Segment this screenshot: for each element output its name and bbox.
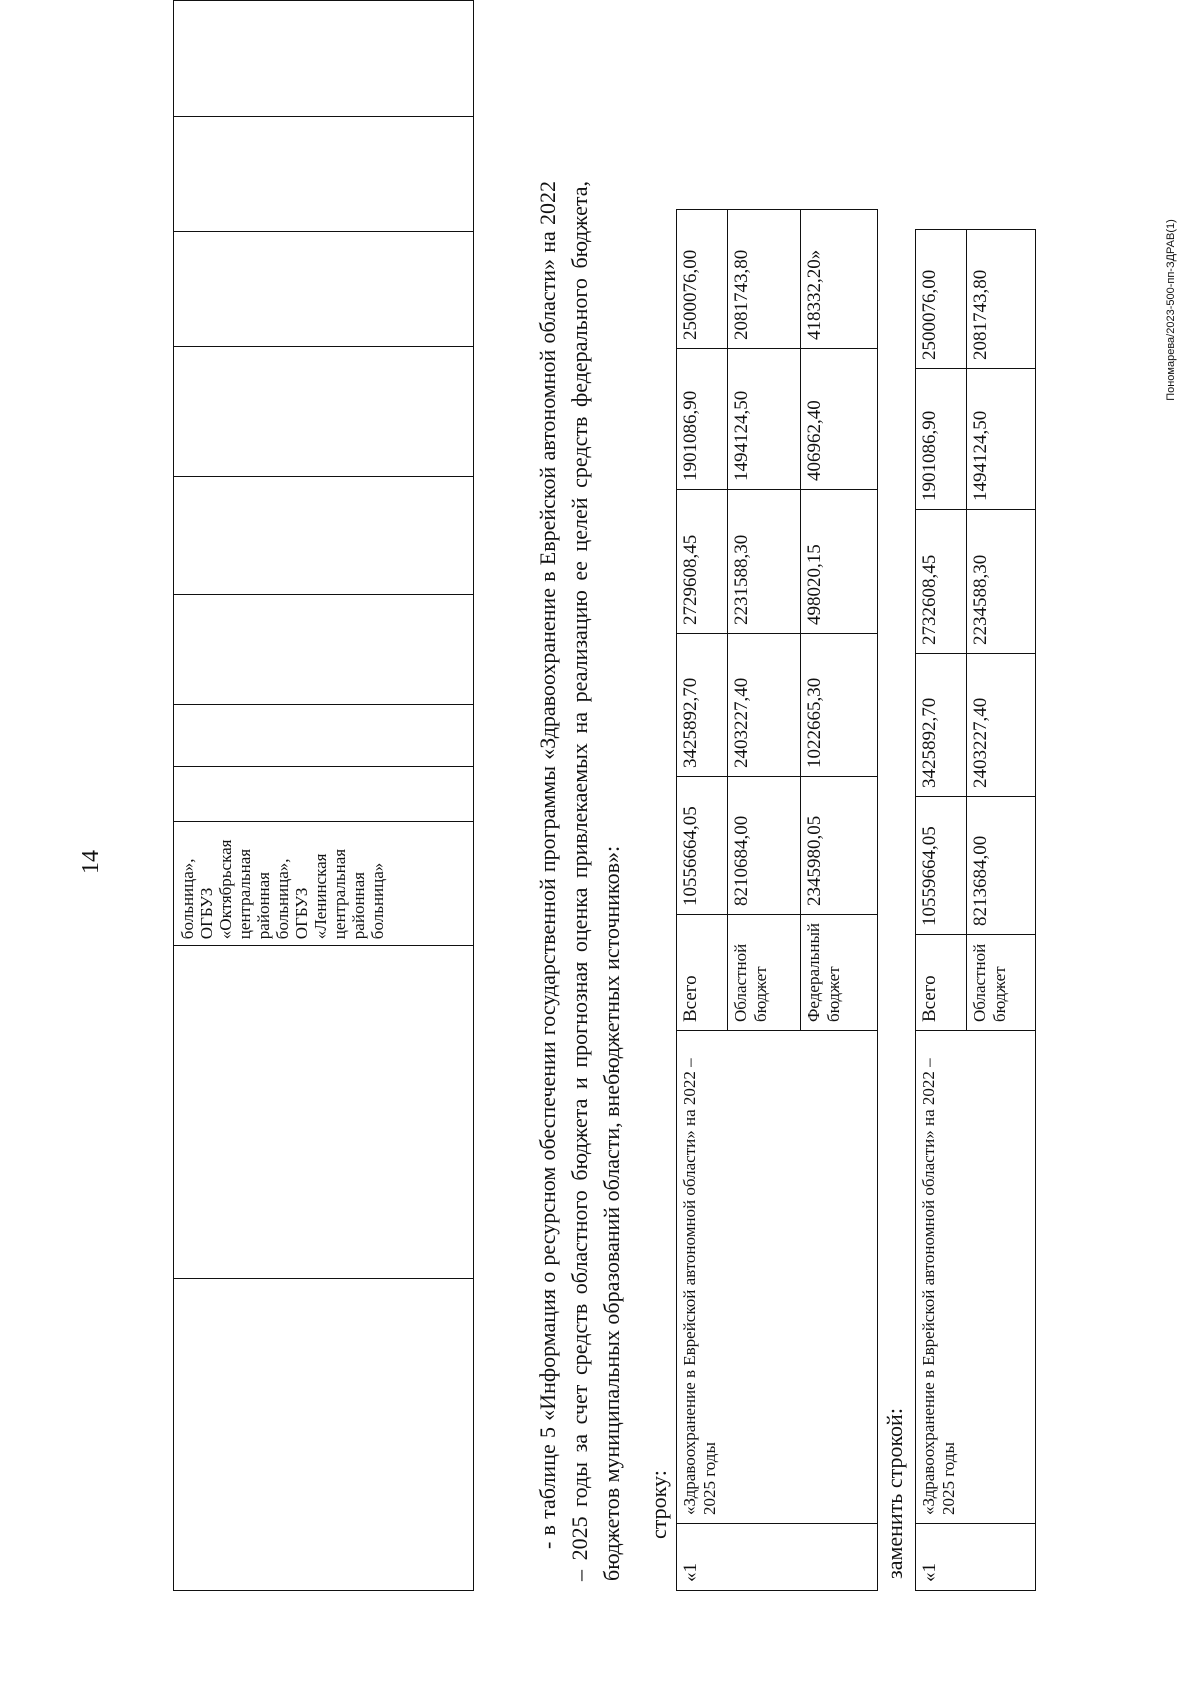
value-cell: 2231588,30 [728, 490, 801, 634]
continued-table [173, 0, 474, 1591]
table-cell-empty [174, 476, 474, 594]
source-cell: Всего [677, 915, 728, 1031]
table-cell-empty [174, 594, 474, 704]
program-cell: «Здравоохранение в Еврейской автономной области» на 2022 – 2025 годы [916, 1031, 1036, 1524]
value-cell: 1901086,90 [677, 349, 728, 490]
source-cell: Федеральный бюджет [801, 915, 878, 1031]
amendment-paragraph [532, 181, 628, 1581]
value-cell: 8213684,00 [967, 797, 1036, 935]
value-cell: 2081743,80 [728, 210, 801, 349]
table-cell-empty [174, 766, 474, 821]
value-cell: 2403227,40 [967, 654, 1036, 797]
value-cell: 2500076,00 [677, 210, 728, 349]
table-cell-empty [174, 232, 474, 347]
value-cell: 406962,40 [801, 349, 878, 490]
row-number-cell: «1 [677, 1524, 878, 1591]
table-cell-empty [174, 946, 474, 1279]
table-cell-empty [174, 117, 474, 232]
value-cell: 2345980,05 [801, 777, 878, 915]
label-row: строку: [646, 1470, 671, 1539]
value-cell: 1494124,50 [728, 349, 801, 490]
table-cell-empty [174, 347, 474, 477]
page-number: 14 [78, 850, 104, 874]
table-cell-empty [174, 1279, 474, 1591]
value-cell: 8210684,00 [728, 777, 801, 915]
table-row [916, 230, 967, 1591]
value-cell: 1022665,30 [801, 634, 878, 777]
old-row-table [676, 209, 878, 1591]
footer-document-code: Пономарева/2023-500-пп-ЗДРАВ(1) [1165, 219, 1177, 401]
label-replace: заменить строкой: [882, 1408, 907, 1579]
value-cell: 2500076,00 [916, 230, 967, 369]
value-cell: 2234588,30 [967, 510, 1036, 654]
value-cell: 10556664,05 [677, 777, 728, 915]
new-row-table [915, 229, 1036, 1591]
value-cell: 10559664,05 [916, 797, 967, 935]
row-number-cell: «1 [916, 1524, 1036, 1591]
program-cell: «Здравоохранение в Еврейской автономной области» на 2022 – 2025 годы [677, 1031, 878, 1524]
table-cell-empty [174, 1, 474, 117]
value-cell: 2732608,45 [916, 510, 967, 654]
value-cell: 2729608,45 [677, 490, 728, 634]
value-cell: 2081743,80 [967, 230, 1036, 369]
hospitals-cell: больница», ОГБУЗ «Октябрьская центральная районная больница», ОГБУЗ «Ленинская центральная районная больница» [174, 822, 474, 946]
table-cell-empty [174, 705, 474, 767]
value-cell: 418332,20» [801, 210, 878, 349]
value-cell: 498020,15 [801, 490, 878, 634]
source-cell: Областной бюджет [967, 935, 1036, 1031]
value-cell: 1901086,90 [916, 369, 967, 510]
paragraph-text: - в таблице 5 «Информация о ресурсном обеспечении государственной программы «Здравоохранение в Еврейской автономной области» на 2022 – 2025 годы за счет средств областного бюджета и прогнозная оценка привлекаемых на реализацию ее целей средств федерального бюджета, бюджетов муниципальных образований области, внебюджетных источников»: [535, 181, 624, 1581]
source-cell: Областной бюджет [728, 915, 801, 1031]
value-cell: 3425892,70 [677, 634, 728, 777]
table-row [174, 1, 474, 1591]
value-cell: 2403227,40 [728, 634, 801, 777]
table-row [677, 210, 728, 1591]
source-cell: Всего [916, 935, 967, 1031]
value-cell: 3425892,70 [916, 654, 967, 797]
value-cell: 1494124,50 [967, 369, 1036, 510]
